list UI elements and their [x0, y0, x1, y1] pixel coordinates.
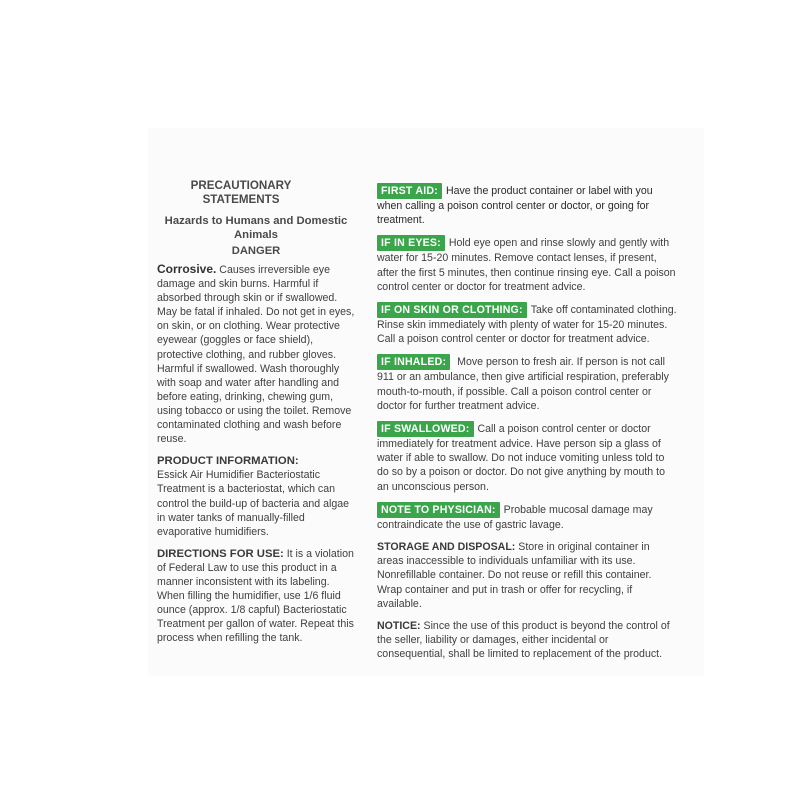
notice-text: Since the use of this product is beyond the control of the seller, liability or damages, either incidental or consequential, shall be limited to replacement of the product. — [377, 620, 670, 661]
product-info-paragraph — [157, 454, 355, 539]
directions-paragraph — [157, 547, 355, 646]
inhaled-badge: IF INHALED: — [377, 354, 450, 370]
directions-title: DIRECTIONS FOR USE: — [157, 547, 284, 560]
notice-item — [377, 619, 677, 662]
corrosive-text: Causes irreversible eye damage and skin burns. Harmful if absorbed through skin or if swallowed. May be fatal if inhaled. Do not get in eyes, on skin, or on clothing. Wear protective eyewear (goggles or face shield), protective clothing, and rubber gloves. Harmful if swallowed. Wash thoroughly with soap and water after handling and before eating, drinking, chewing gum, using tobacco or using the toilet. Remove contaminated clothing and wash before reuse. — [157, 264, 355, 446]
corrosive-paragraph — [157, 262, 355, 446]
precautionary-column — [157, 179, 355, 653]
skin-text: Take off contaminated clothing. Rinse skin immediately with plenty of water for 15-20 minutes. Call a poison control center or doctor for treatment advice. — [377, 304, 677, 346]
product-info-title: PRODUCT INFORMATION: — [157, 455, 299, 468]
skin-item — [377, 302, 677, 346]
first-aid-badge: FIRST AID: — [377, 183, 442, 199]
swallowed-item — [377, 421, 677, 494]
eyes-badge: IF IN EYES: — [377, 235, 445, 251]
notice-title: NOTICE: — [377, 620, 421, 633]
swallowed-badge: IF SWALLOWED: — [377, 421, 474, 437]
danger-heading: DANGER — [231, 245, 281, 257]
corrosive-lead: Corrosive. — [157, 262, 217, 276]
storage-item — [377, 540, 677, 611]
product-info-text: Essick Air Humidifier Bacteriostatic Treatment is a bacteriostat, which can control the build-up of bacteria and algae in water tanks of manually-filled evaporative humidifiers. — [157, 469, 349, 538]
storage-title: STORAGE AND DISPOSAL: — [377, 541, 516, 554]
hazards-subheading: Hazards to Humans and Domestic Animals — [164, 215, 348, 241]
physician-badge: NOTE TO PHYSICIAN: — [377, 502, 500, 518]
storage-text: Store in original container in areas inaccessible to individuals unfamiliar with its use. Nonrefillable container. Do not reuse or refill this container. Wrap container and put in trash or offer for recycling, if available. — [377, 541, 652, 610]
first-aid-column — [377, 183, 677, 670]
eyes-text: Hold eye open and rinse slowly and gently with water for 15-20 minutes. Remove contact lenses, if present, after the first 5 minutes, then continue rinsing eye. Call a poison control center or doctor for treatment advice. — [377, 237, 676, 293]
first-aid-item — [377, 183, 677, 227]
inhaled-item — [377, 354, 677, 413]
precautionary-heading: PRECAUTIONARY STATEMENTS — [190, 179, 292, 206]
first-aid-text: Have the product container or label with you when calling a poison control center or doctor, or going for treatment. — [377, 185, 653, 227]
physician-text: Probable mucosal damage may contraindicate the use of gastric lavage. — [377, 503, 653, 531]
inhaled-text: Move person to fresh air. If person is not call 911 or an ambulance, then give artificial respiration, preferably mouth-to-mouth, if possible. Call a poison control center or doctor for further treatment advice. — [377, 356, 669, 412]
physician-item — [377, 502, 677, 532]
skin-badge: IF ON SKIN OR CLOTHING: — [377, 302, 527, 318]
directions-text: It is a violation of Federal Law to use this product in a manner inconsistent with its labeling. When filling the humidifier, use 1/6 fluid ounce (approx. 1/8 capful) Bacteriostatic Treatment per gallon of water. Repeat this process when refilling the tank. — [157, 547, 354, 645]
swallowed-text: Call a poison control center or doctor immediately for treatment advice. Have person sip a glass of water if able to swallow. Do not induce vomiting unless told to do so by a poison or doctor. Do not give anything by mouth to an unconscious person. — [377, 423, 665, 493]
eyes-item — [377, 235, 677, 294]
